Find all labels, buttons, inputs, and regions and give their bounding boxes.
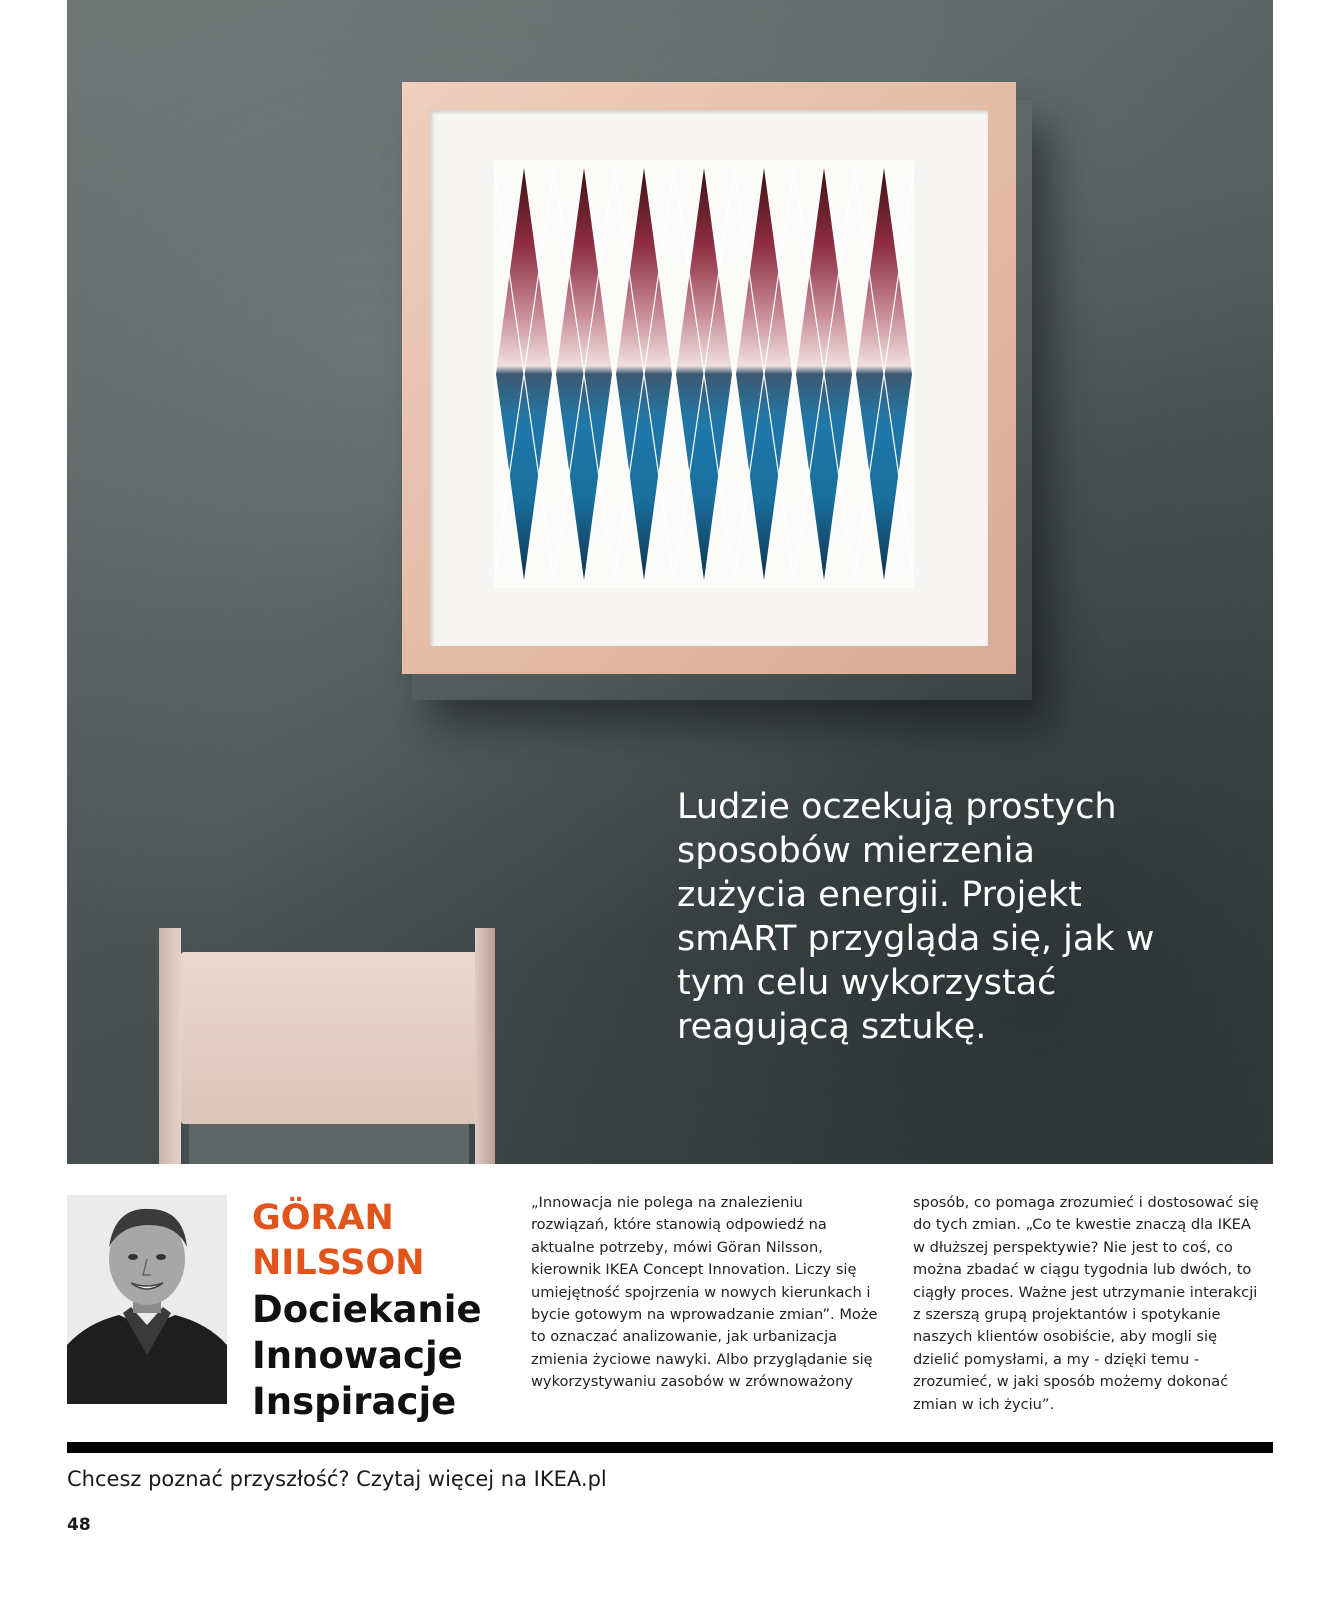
portrait-photo (67, 1195, 227, 1404)
divider-rule (67, 1442, 1273, 1453)
chair-gap (189, 1124, 469, 1164)
frame-mat (430, 110, 988, 646)
person-name (252, 1196, 425, 1286)
tagline (252, 1287, 482, 1425)
diamond-artwork (494, 160, 914, 588)
picture-frame (402, 82, 1016, 674)
diamond-pattern-graphic (494, 160, 914, 588)
chair-right-post (475, 928, 495, 1164)
tagline-2: Innowacje (252, 1334, 463, 1377)
tagline-1: Dociekanie (252, 1288, 482, 1331)
tagline-3: Inspiracje (252, 1380, 457, 1423)
wooden-chair (159, 928, 511, 1164)
article-column-1: „Innowacja nie polega na znalezieniu rozwiązań, które stanowią odpowiedź na aktualne potrzeby, mówi Göran Nilsson, kierownik IKEA Concept Innovation. Liczy się umiejętność spojrzenia w nowych kierunkach i bycie gotowym na wprowadzanie zmian”. Może to oznaczać analizowanie, jak urbanizacja zmienia życiowe nawyki. Albo przyglądanie się wykorzystywaniu zasobów w zrównoważony (531, 1194, 878, 1391)
article-column-2: sposób, co pomaga zrozumieć i dostosować się do tych zmian. „Co te kwestie znaczą dla IKEA w dłuższej perspektywie? Nie jest to coś, co można zbadać w ciągu tygodnia lub dwóch, to ciągły proces. Ważne jest utrzymanie interakcji z szerszą grupą projektantów i spotykanie naszych klientów osobiście, aby mogli się dzielić pomysłami, a my - dzięki temu - zrozumieć, w jaki sposób możemy dokonać zmian w ich życiu”. (913, 1194, 1259, 1413)
hero-photo (67, 0, 1273, 1164)
chair-left-post (159, 928, 181, 1164)
portrait-graphic (67, 1195, 227, 1404)
footer-cta[interactable]: Chcesz poznać przyszłość? Czytaj więcej na IKEA.pl (67, 1467, 607, 1491)
pull-quote: Ludzie oczekują prostych sposobów mierzenia zużycia energii. Projekt smART przygląda się, jak w tym celu wykorzystać reagującą sztukę. (677, 787, 1155, 1047)
chair-backrest (181, 952, 477, 1124)
page-number: 48 (67, 1515, 91, 1535)
name-first: GÖRAN (252, 1198, 394, 1238)
name-last: NILSSON (252, 1243, 425, 1283)
